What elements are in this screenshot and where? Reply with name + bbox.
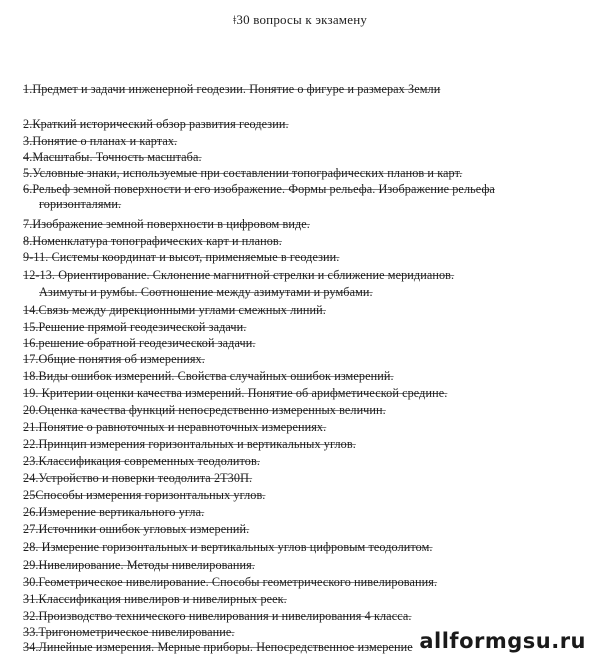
list-item: 18.Виды ошибок измерений. Свойства случайных ошибок измерений. <box>23 369 394 383</box>
list-item: 27.Источники ошибок угловых измерений. <box>23 522 250 536</box>
list-item: 34.Линейные измерения. Мерные приборы. Непосредственное измерение <box>23 640 413 654</box>
list-item: 26.Измерение вертикального угла. <box>23 505 205 519</box>
list-item: 28. Измерение горизонтальных и вертикальных углов цифровым теодолитом. <box>23 540 433 554</box>
list-item: 8.Номенклатура топографических карт и планов. <box>23 234 282 248</box>
list-item-continuation: горизонталями. <box>39 197 122 211</box>
list-item: 22.Принцип измерения горизонтальных и вертикальных углов. <box>23 437 356 451</box>
list-item: 24.Устройство и поверки теодолита 2Т30П. <box>23 471 253 485</box>
list-item: 2.Краткий исторический обзор развития геодезии. <box>23 117 289 131</box>
list-item: 3.Понятие о планах и картах. <box>23 134 178 148</box>
list-item: 7.Изображение земной поверхности в цифровом виде. <box>23 217 310 231</box>
list-item-continuation: Азимуты и румбы. Соотношение между азимутами и румбами. <box>39 285 373 299</box>
list-item: 25Способы измерения горизонтальных углов. <box>23 488 266 502</box>
watermark: allformgsu.ru <box>415 628 590 654</box>
list-item: 6.Рельеф земной поверхности и его изображение. Формы рельефа. Изображение рельефа <box>23 182 495 196</box>
list-item: 15.Решение прямой геодезической задачи. <box>23 320 247 334</box>
list-item: 14.Связь между дирекционными углами смежных линий. <box>23 303 326 317</box>
list-item: 19. Критерии оценки качества измерений. Понятие об арифметической средине. <box>23 386 448 400</box>
list-item: 16.решение обратной геодезической задачи. <box>23 336 256 350</box>
list-item: 21.Понятие о равноточных и неравноточных измерениях. <box>23 420 327 434</box>
list-item: 1.Предмет и задачи инженерной геодезии. Понятие о фигуре и размерах Земли <box>23 82 441 96</box>
list-item: 32.Производство технического нивелирования и нивелирования 4 класса. <box>23 609 412 623</box>
list-item: 30.Геометрическое нивелирование. Способы геометрического нивелирования. <box>23 575 438 589</box>
list-item: 29.Нивелирование. Методы нивелирования. <box>23 558 255 572</box>
list-item: 9-11. Системы координат и высот, применяемые в геодезии. <box>23 250 340 264</box>
list-item: 4.Масштабы. Точность масштаба. <box>23 150 202 164</box>
list-item: 5.Условные знаки, используемые при составлении топографических планов и карт. <box>23 166 463 180</box>
list-item: 23.Классификация современных теодолитов. <box>23 454 260 468</box>
list-item: 12-13. Ориентирование. Склонение магнитной стрелки и сближение меридианов. <box>23 268 455 282</box>
list-item: 20.Оценка качества функций непосредственно измеренных величин. <box>23 403 386 417</box>
document-title: ǂ30 вопросы к экзамену <box>232 12 368 27</box>
list-item: 17.Общие понятия об измерениях. <box>23 352 205 366</box>
list-item: 31.Классификация нивелиров и нивелирных реек. <box>23 592 287 606</box>
list-item: 33.Тригонометрическое нивелирование. <box>23 625 235 639</box>
